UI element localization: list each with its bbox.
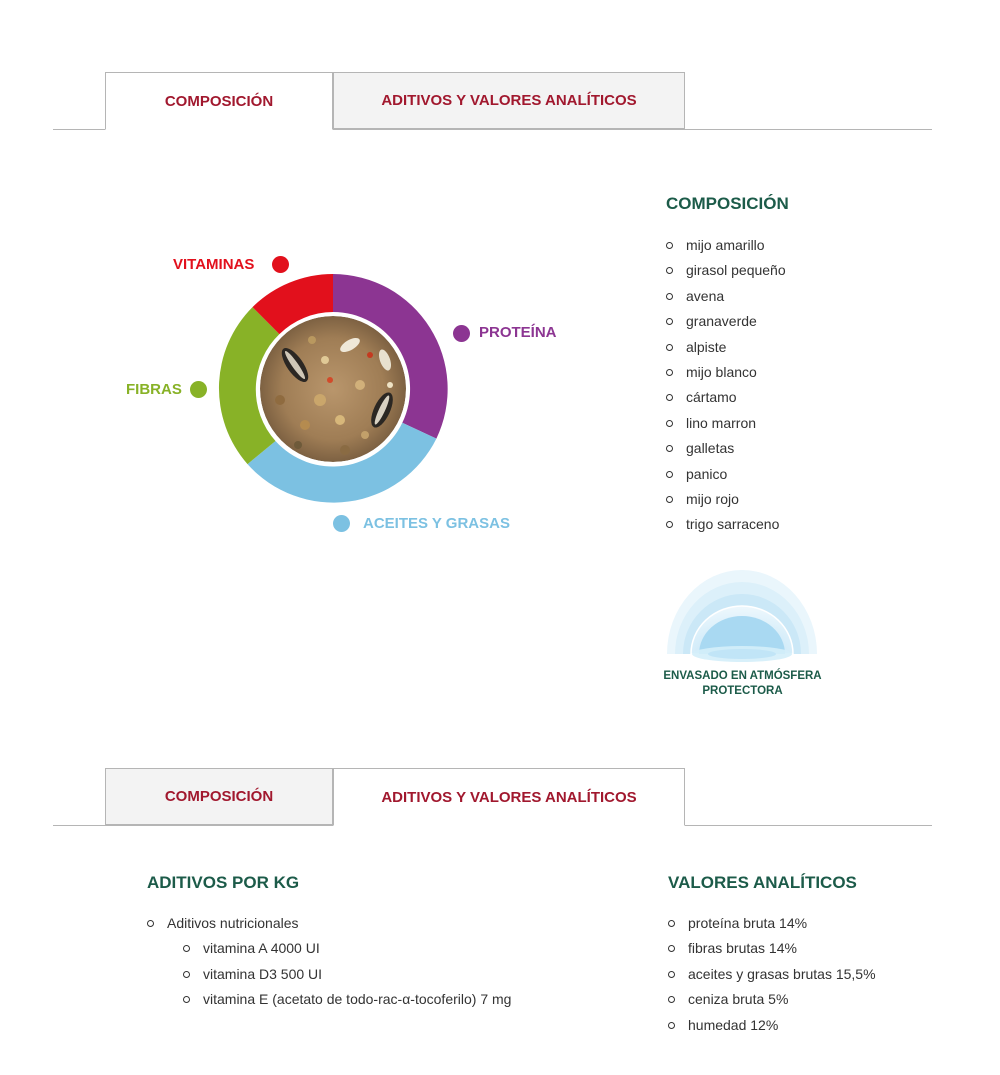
- donut-dot-vitaminas: [272, 256, 289, 273]
- donut-dot-aceites: [333, 515, 350, 532]
- list-item: trigo sarraceno: [666, 512, 786, 537]
- package-line-2: PROTECTORA: [702, 685, 783, 697]
- donut-label-fibras: FIBRAS: [126, 381, 182, 398]
- tab-label: ADITIVOS Y VALORES ANALÍTICOS: [381, 92, 637, 109]
- list-item: mijo blanco: [666, 360, 786, 385]
- list-item: fibras brutas 14%: [668, 936, 876, 961]
- analytics-list: [668, 911, 876, 1038]
- tab-aditivos[interactable]: [333, 768, 685, 826]
- donut-dot-proteina: [453, 325, 470, 342]
- list-item: avena: [666, 284, 786, 309]
- list-item: galletas: [666, 436, 786, 461]
- list-item: proteína bruta 14%: [668, 911, 876, 936]
- package-line-1: ENVASADO EN ATMÓSFERA: [663, 670, 822, 682]
- tab-aditivos[interactable]: [333, 72, 685, 129]
- list-item: panico: [666, 462, 786, 487]
- donut-label-proteina: PROTEÍNA: [479, 324, 557, 341]
- list-item: mijo amarillo: [666, 233, 786, 258]
- additives-title: ADITIVOS POR KG: [147, 873, 300, 892]
- list-item: vitamina A 4000 UI: [147, 936, 511, 961]
- seed-mix-image: [260, 316, 406, 462]
- list-item: girasol pequeño: [666, 258, 786, 283]
- list-item: vitamina E (acetato de todo-rac-α-tocoferilo) 7 mg: [147, 987, 511, 1012]
- list-item: aceites y grasas brutas 15,5%: [668, 962, 876, 987]
- analytics-title: VALORES ANALÍTICOS: [668, 873, 857, 892]
- donut-dot-fibras: [190, 381, 207, 398]
- tab-composicion[interactable]: [105, 72, 333, 130]
- list-item: mijo rojo: [666, 487, 786, 512]
- list-item: lino marron: [666, 411, 786, 436]
- protective-atmosphere-label: [655, 669, 830, 699]
- list-item: alpiste: [666, 335, 786, 360]
- tab-label: ADITIVOS Y VALORES ANALÍTICOS: [381, 788, 637, 806]
- composition-title: COMPOSICIÓN: [666, 194, 789, 213]
- tab-label: COMPOSICIÓN: [164, 788, 274, 805]
- additives-list: [147, 911, 511, 1013]
- list-item: cártamo: [666, 385, 786, 410]
- list-item: ceniza bruta 5%: [668, 987, 876, 1012]
- tab-composicion[interactable]: [105, 768, 333, 825]
- list-item: humedad 12%: [668, 1013, 876, 1038]
- additives-group-item: Aditivos nutricionales: [147, 911, 511, 936]
- protective-atmosphere-dome-icon: [667, 570, 817, 662]
- list-item: granaverde: [666, 309, 786, 334]
- tab-label: COMPOSICIÓN: [164, 92, 274, 110]
- donut-label-vitaminas: VITAMINAS: [173, 256, 255, 273]
- composition-list: [666, 233, 786, 538]
- donut-label-aceites: ACEITES Y GRASAS: [363, 515, 510, 532]
- list-item: vitamina D3 500 UI: [147, 962, 511, 987]
- composition-donut: [180, 235, 490, 545]
